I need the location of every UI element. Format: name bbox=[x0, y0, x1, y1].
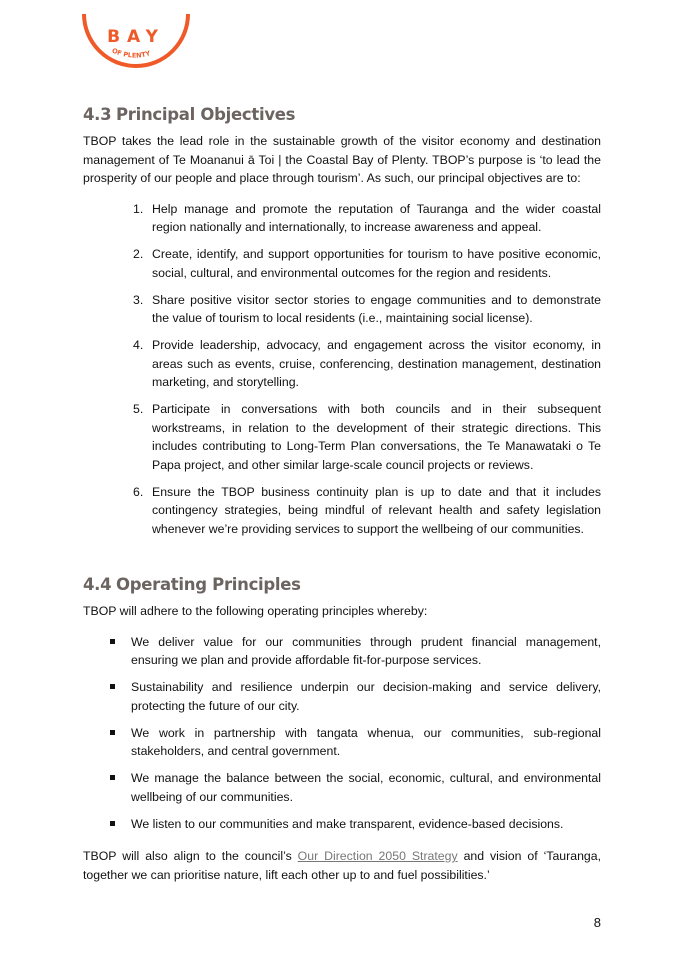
list-item: 6. Ensure the TBOP business continuity plan is up to date and that it includes contingency strategies, being mindful of relevant health and safety legislation whenever we’re providing services to support the wellbeing of our communities. bbox=[133, 484, 601, 536]
page-number: 8 bbox=[593, 915, 601, 930]
operating-principles-intro: TBOP will adhere to the following operating principles whereby: bbox=[83, 604, 428, 618]
svg-text:BAY: BAY bbox=[107, 27, 165, 47]
svg-text:OF PLENTY: OF PLENTY bbox=[110, 46, 152, 60]
list-item: We listen to our communities and make transparent, evidence-based decisions. bbox=[131, 815, 601, 834]
list-item: 4. Provide leadership, advocacy, and engagement across the visitor economy, in areas such as events, cruise, conferencing, destination management, destination marketing, and storytelling. bbox=[133, 338, 601, 389]
principal-objectives-list bbox=[133, 200, 601, 539]
principal-objectives-intro: TBOP takes the lead role in the sustainable growth of the visitor economy and destination management of Te Moananui ā Toi | the Coastal Bay of Plenty. TBOP’s purpose is ‘to lead the prosperity of our people and place through tourism’. As such, our principal objectives are to: bbox=[83, 134, 601, 185]
bullet-icon bbox=[110, 730, 115, 735]
operating-principles-list bbox=[131, 633, 601, 834]
section-heading-principal-objectives: 4.3 Principal Objectives bbox=[83, 105, 296, 124]
bullet-icon bbox=[110, 639, 115, 644]
section-principal-objectives bbox=[83, 104, 601, 538]
list-item: 3. Share positive visitor sector stories to engage communities and to demonstrate the value of tourism to local residents (i.e., maintaining social license). bbox=[133, 292, 601, 325]
bullet-icon bbox=[110, 684, 115, 689]
closing-paragraph: TBOP will also align to the council’s Our Direction 2050 Strategy and vision of ‘Tauranga, together we can prioritise nature, lift each other up to and fuel possibilities.’ bbox=[83, 849, 601, 882]
section-operating-principles bbox=[83, 574, 601, 884]
list-item: We deliver value for our communities through prudent financial management, ensuring we plan and provide affordable fit-for-purpose services. bbox=[131, 633, 601, 670]
list-item: We work in partnership with tangata whenua, our communities, sub-regional stakeholders, and central government. bbox=[131, 724, 601, 761]
list-item: 5. Participate in conversations with both councils and in their subsequent workstreams, in relation to the development of their strategic directions. This includes contributing to Long-Term Plan conversations, the Te Manawataki o Te Papa project, and other similar large-scale council projects or reviews. bbox=[133, 402, 601, 472]
list-item: Sustainability and resilience underpin our decision-making and service delivery, protecting the future of our city. bbox=[131, 678, 601, 715]
bullet-icon bbox=[110, 775, 115, 780]
our-direction-2050-link[interactable]: Our Direction 2050 Strategy bbox=[297, 849, 458, 863]
list-item: We manage the balance between the social, economic, cultural, and environmental wellbeing of our communities. bbox=[131, 769, 601, 806]
bay-of-plenty-logo bbox=[80, 12, 192, 74]
section-heading-operating-principles: 4.4 Operating Principles bbox=[83, 575, 301, 594]
bullet-icon bbox=[110, 821, 115, 826]
list-item: 1. Help manage and promote the reputation of Tauranga and the wider coastal region nationally and internationally, to increase awareness and appeal. bbox=[133, 201, 601, 234]
list-item: 2. Create, identify, and support opportunities for tourism to have positive economic, social, cultural, and environmental outcomes for the region and residents. bbox=[133, 247, 601, 280]
